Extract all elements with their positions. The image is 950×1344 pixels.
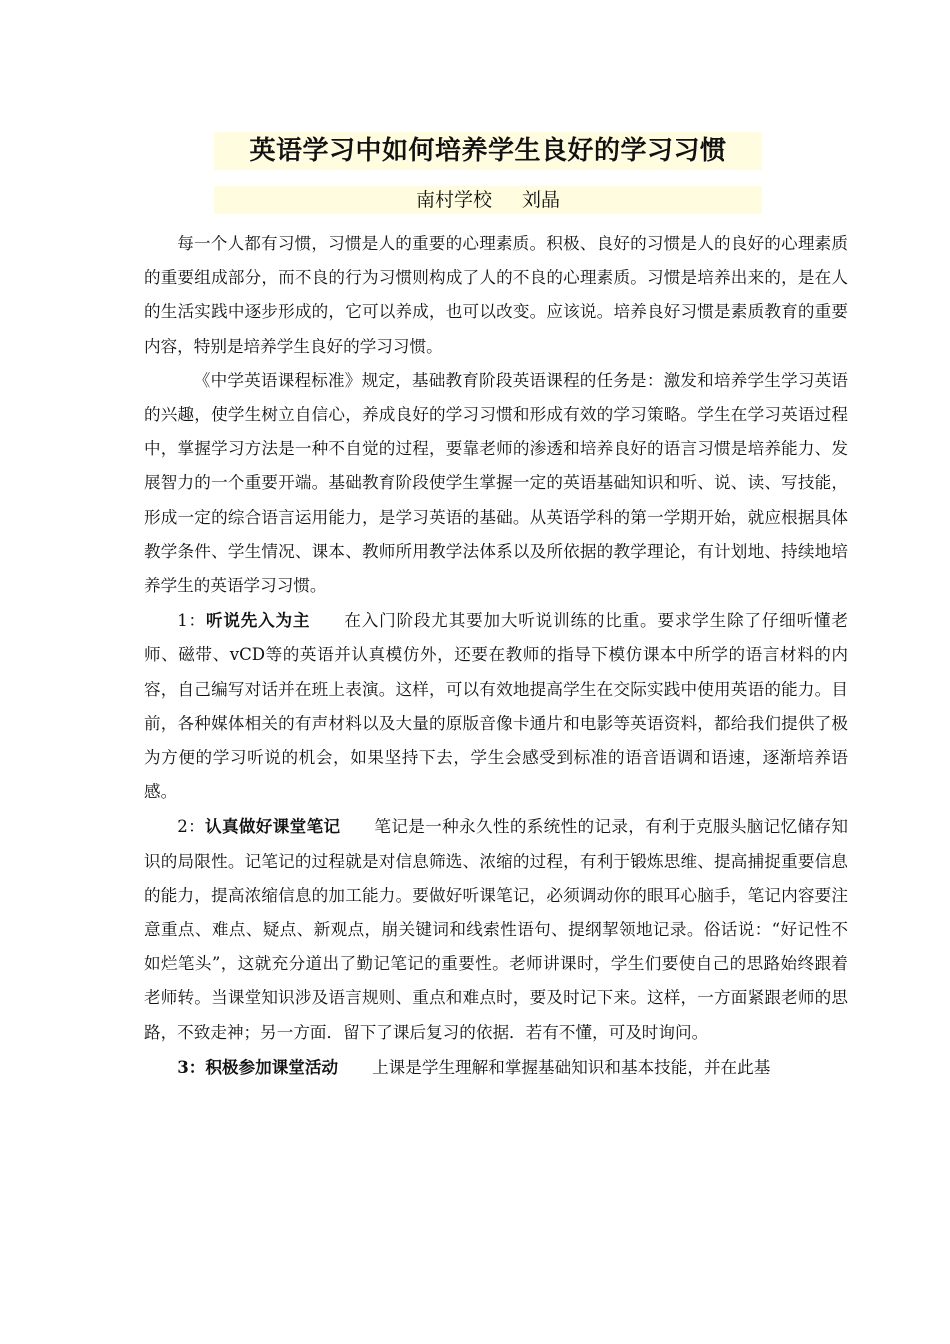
byline-author: 刘晶: [522, 189, 561, 211]
section-3-heading: 积极参加课堂活动: [205, 1056, 339, 1077]
paragraph-curriculum: 《中学英语课程标准》规定，基础教育阶段英语课程的任务是：激发和培养学生学习英语的兴趣，使学生树立自信心，养成良好的学习习惯和形成有效的学习策略。学生在学习英语过程中，掌握学习方法是一种不自觉的过程，要靠老师的渗透和培养良好的语言习惯是培养能力、发展智力的一个重要开端。基础教育阶段使学生掌握一定的英语基础知识和听、说、读、写技能，形成一定的综合语言运用能力，是学习英语的基础。从英语学科的第一学期开始，就应根据具体教学条件、学生情况、课本、教师所用教学法体系以及所依据的教学理论，有计划地、持续地培养学生的英语学习习惯。: [144, 370, 848, 596]
byline-school: 南村学校: [415, 189, 492, 211]
section-1-number: 1：: [177, 611, 206, 631]
section-2: [144, 809, 848, 1049]
byline-highlight: [214, 186, 762, 214]
section-3-heading-wrap: [177, 1057, 338, 1077]
section-2-text: 笔记是一种永久性的系统性的记录，有利于克服头脑记忆储存知识的局限性。记笔记的过程就是对信息筛选、浓缩的过程，有利于锻炼思维、提高捕捉重要信息的能力，提高浓缩信息的加工能力。要做好听课笔记，必须调动你的眼耳心脑手，笔记内容要注意重点、难点、疑点、新观点，崩关键词和线索性语句、提纲挈领地记录。俗话说：“好记性不如烂笔头”，这就充分道出了勤记笔记的重要性。老师讲课时，学生们要使自己的思路始终跟着老师转。当课堂知识涉及语言规则、重点和难点时，要及时记下来。这样，一方面紧跟老师的思路，不致走神；另一方面．留下了课后复习的依据．若有不懂，可及时询问。: [144, 817, 849, 1042]
section-1: [144, 603, 848, 809]
section-1-heading: 听说先入为主: [205, 610, 311, 631]
section-2-number: 2：: [177, 817, 206, 837]
section-3-number: 3：: [177, 1056, 206, 1077]
section-2-heading: 认真做好课堂笔记: [205, 816, 341, 837]
document-body: [144, 227, 848, 1085]
byline: [214, 186, 762, 214]
section-1-text: 在入门阶段尤其要加大听说训练的比重。要求学生除了仔细听懂老师、磁带、vCD等的英语并认真模仿外，还要在教师的指导下模仿课本中所学的语言材料的内容，自己编写对话并在班上表演。这样，可以有效地提高学生在交际实践中使用英语的能力。目前，各种媒体相关的有声材料以及大量的原版音像卡通片和电影等英语资料，都给我们提供了极为方便的学习听说的机会，如果坚持下去，学生会感受到标准的语音语调和语速，逐渐培养语感。: [144, 611, 849, 802]
paragraph-intro: 每一个人都有习惯，习惯是人的重要的心理素质。积极、良好的习惯是人的良好的心理素质的重要组成部分，而不良的行为习惯则构成了人的不良的心理素质。习惯是培养出来的，是在人的生活实践中逐步形成的，它可以养成，也可以改变。应该说。培养良好习惯是素质教育的重要内容，特别是培养学生良好的学习习惯。: [144, 234, 848, 356]
section-3-text: 上课是学生理解和掌握基础知识和基本技能，并在此基: [372, 1057, 771, 1077]
title-highlight: [214, 132, 762, 170]
document-title: 英语学习中如何培养学生良好的学习习惯: [249, 136, 727, 166]
section-3: [144, 1050, 848, 1085]
